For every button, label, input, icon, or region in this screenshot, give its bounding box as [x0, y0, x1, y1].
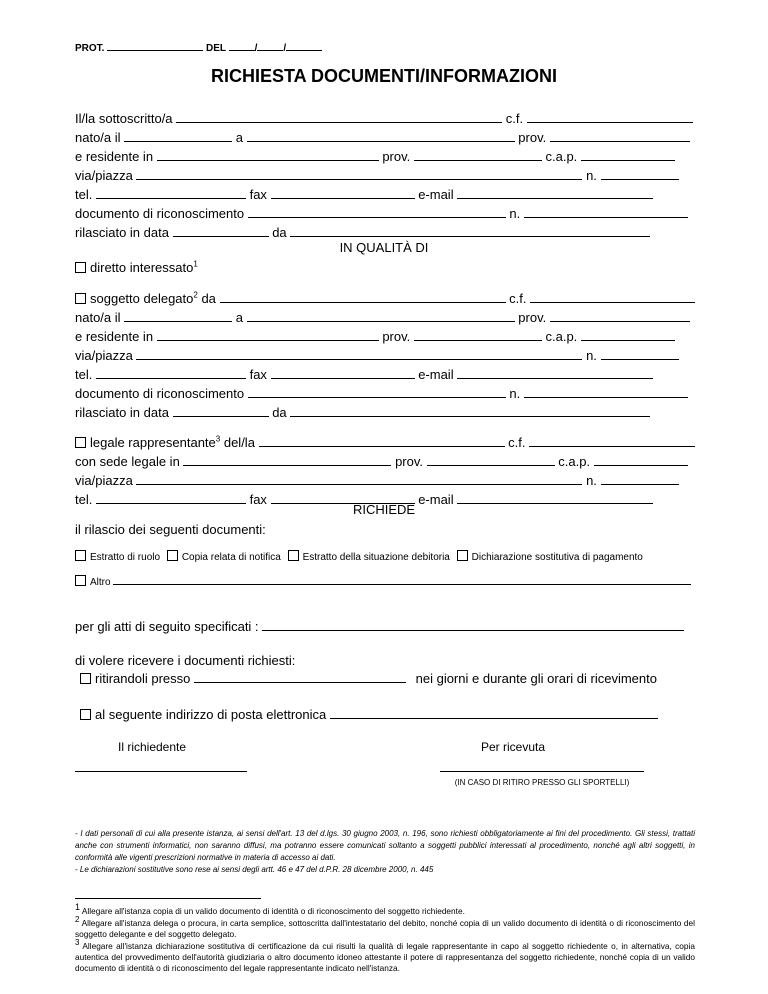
pec-checkbox[interactable] [80, 709, 91, 720]
option-checkbox[interactable] [457, 550, 468, 561]
residence-field[interactable] [157, 149, 379, 161]
option-label: Estratto di ruolo [90, 552, 161, 563]
row-rilasciato-2 [75, 404, 695, 421]
cap-field[interactable] [581, 329, 675, 341]
date-separator: / [254, 43, 258, 54]
label-a: a [235, 310, 244, 325]
label-n: n. [586, 168, 597, 183]
label-prov: prov. [382, 149, 411, 164]
issuer-field[interactable] [290, 225, 650, 237]
diretto-checkbox[interactable] [75, 262, 86, 273]
option-label: Copia relata di notifica [181, 552, 281, 563]
label-da: da [272, 405, 287, 420]
id-number-field[interactable] [524, 386, 688, 398]
label-prov: prov. [382, 329, 411, 344]
label-legale: legale rappresentante [90, 435, 216, 450]
cap-field[interactable] [581, 149, 675, 161]
label-nato: nato/a il [75, 310, 121, 325]
row-altro [75, 574, 695, 591]
ricevuta-signature-line[interactable] [440, 771, 644, 772]
tel-field[interactable] [96, 187, 246, 199]
row-residente-2 [75, 328, 695, 345]
label-prov: prov. [518, 310, 547, 325]
footnote-number: 1 [75, 902, 81, 913]
email-field[interactable] [457, 187, 653, 199]
row-documento-2 [75, 385, 695, 402]
label-altro: Altro [90, 577, 111, 588]
label-atti: per gli atti di seguito specificati : [75, 619, 259, 634]
del-label: DEL [206, 43, 226, 54]
footnote-ref: 2 [193, 290, 198, 300]
footnote-1 [75, 902, 695, 917]
label-cap: c.a.p. [545, 149, 578, 164]
row-sottoscritto [75, 110, 695, 127]
fax-field[interactable] [271, 187, 415, 199]
email-field[interactable] [457, 367, 653, 379]
label-cap: c.a.p. [545, 329, 578, 344]
ritiro-checkbox[interactable] [80, 673, 91, 684]
birth-prov-field[interactable] [550, 310, 690, 322]
delegato-checkbox[interactable] [75, 293, 86, 304]
label-a: a [235, 130, 244, 145]
label-tel: tel. [75, 367, 93, 382]
row-atti [75, 618, 695, 635]
label-n: n. [586, 473, 597, 488]
date-day-field[interactable] [229, 42, 255, 51]
label-documento: documento di riconoscimento [75, 206, 245, 221]
pec-field[interactable] [330, 707, 658, 719]
sede-cap-field[interactable] [594, 454, 688, 466]
fax-field[interactable] [271, 367, 415, 379]
label-fax: fax [249, 187, 267, 202]
birth-date-field[interactable] [124, 130, 232, 142]
row-diretto [75, 259, 695, 276]
issue-date-field[interactable] [173, 225, 269, 237]
label-cf: c.f. [508, 435, 526, 450]
date-year-field[interactable] [286, 42, 322, 51]
id-document-field[interactable] [248, 206, 506, 218]
row-legale [75, 434, 695, 451]
label-cap: c.a.p. [558, 454, 591, 469]
row-tel [75, 186, 695, 203]
id-document-field[interactable] [248, 386, 506, 398]
option-checkbox[interactable] [75, 550, 86, 561]
label-n: n. [586, 348, 597, 363]
birth-place-field[interactable] [247, 310, 515, 322]
footnote-number: 2 [75, 915, 80, 925]
label-prov: prov. [518, 130, 547, 145]
prot-number-field[interactable] [107, 42, 203, 51]
label-sottoscritto: Il/la sottoscritto/a [75, 111, 173, 126]
row-nato-2 [75, 309, 695, 326]
company-field[interactable] [259, 435, 505, 447]
tel-field[interactable] [96, 367, 246, 379]
label-diretto: diretto interessato [90, 260, 194, 275]
company-cf-field[interactable] [529, 435, 695, 447]
birth-place-field[interactable] [247, 130, 515, 142]
richiede-intro: il rilascio dei seguenti documenti: [75, 522, 266, 537]
qualita-heading: IN QUALITÀ DI [339, 240, 429, 255]
label-n: n. [509, 206, 521, 221]
footnote-text: Allegare all'istanza delega o procura, in carta semplice, sottoscritta dall'intestatario del debito, nonché copia di un valido documento di identità o di riconoscimento del soggetto delegante e del soggetto delegato. [75, 918, 695, 939]
footnote-text: Allegare all'istanza copia di un valido documento di identità o di riconoscimento del soggetto richiedente. [81, 906, 465, 916]
delegato-cf-field[interactable] [530, 291, 695, 303]
street-field[interactable] [136, 348, 582, 360]
label-cf: c.f. [509, 291, 527, 306]
document-options [75, 549, 695, 566]
label-fax: fax [249, 492, 267, 507]
row-documento [75, 205, 695, 222]
footnote-number: 3 [75, 938, 80, 948]
label-ritiro-suffix: nei giorni e durante gli orari di ricevimento [415, 671, 657, 686]
row-delegato [75, 290, 695, 307]
footnote-divider [75, 898, 261, 899]
label-documento: documento di riconoscimento [75, 386, 245, 401]
cf-field[interactable] [527, 111, 693, 123]
birth-date-field[interactable] [124, 310, 232, 322]
dichiarazioni-note: - Le dichiarazioni sostitutive sono rese ai sensi degli artt. 46 e 47 del d.P.R. 28 dicembre 2000, n. 445 [75, 865, 434, 874]
sede-prov-field[interactable] [427, 454, 555, 466]
label-ritiro: ritirandoli presso [95, 671, 191, 686]
footnote-ref: 3 [215, 434, 221, 444]
label-email: e-mail [418, 492, 454, 507]
label-n: n. [509, 386, 521, 401]
issue-date-field[interactable] [173, 405, 269, 417]
altro-checkbox[interactable] [75, 575, 86, 586]
footnote-2 [75, 915, 695, 940]
street-number-field[interactable] [601, 348, 679, 360]
privacy-note: - I dati personali di cui alla presente istanza, ai sensi dell'art. 13 del d.lgs. 30 giugno 2003, n. 196, sono richiesti obbligatoriamente ai fini del procedimento. Gli stessi, trattati anche con strumenti informatici, non saranno diffusi, ma potranno essere comunicati soltanto a soggetti pubblici interessati al procedimento, nonché agli altri soggetti, in conformità alle vigenti prescrizioni normative in materia di accesso ai dati. [75, 829, 695, 862]
ricevuta-label: Per ricevuta [481, 740, 546, 754]
birth-prov-field[interactable] [550, 130, 690, 142]
residence-prov-field[interactable] [414, 149, 542, 161]
street-number-field[interactable] [601, 473, 679, 485]
richiede-heading: RICHIEDE [352, 502, 416, 517]
name-field[interactable] [176, 111, 502, 123]
date-month-field[interactable] [257, 42, 283, 51]
label-da: da [272, 225, 287, 240]
label-delegato: soggetto delegato [90, 291, 194, 306]
ricevuta-note: (IN CASO DI RITIRO PRESSO GLI SPORTELLI) [454, 778, 630, 787]
sede-field[interactable] [183, 454, 391, 466]
ritiro-field[interactable] [194, 671, 406, 683]
option-label: Estratto della situazione debitoria [302, 552, 450, 563]
label-rilasciato: rilasciato in data [75, 405, 169, 420]
row-tel-2 [75, 366, 695, 383]
label-da: da [201, 291, 216, 306]
altro-field[interactable] [113, 576, 691, 585]
richiedente-signature-line[interactable] [75, 771, 247, 772]
label-residente: e residente in [75, 329, 154, 344]
label-email: e-mail [418, 367, 454, 382]
page-title: RICHIESTA DOCUMENTI/INFORMAZIONI [211, 66, 557, 86]
row-via-3 [75, 472, 695, 489]
label-rilasciato: rilasciato in data [75, 225, 169, 240]
label-fax: fax [249, 367, 267, 382]
label-via: via/piazza [75, 348, 133, 363]
label-via: via/piazza [75, 168, 133, 183]
prot-label: PROT. [75, 43, 105, 54]
richiedente-label: Il richiedente [118, 740, 187, 754]
date-separator: / [283, 43, 287, 54]
option-checkbox[interactable] [288, 550, 299, 561]
legale-checkbox[interactable] [75, 437, 86, 448]
row-residente [75, 148, 695, 165]
label-del: del/la [223, 435, 255, 450]
residence-field[interactable] [157, 329, 379, 341]
footnote-text: Allegare all'istanza dichiarazione sostitutiva di certificazione da cui risulti la qualità di legale rappresentante in capo al soggetto richiedente o, in alternativa, copia autentica del provvedimento dell'autorità giudiziaria o altro documento idoneo attestante il potere di rappresentanza del soggetto richiedente, nonché copia di un valido documento di identità o di riconoscimento del legale rappresentante indicato nell'istanza. [75, 941, 695, 973]
protocol-header [75, 42, 322, 54]
row-nato [75, 129, 695, 146]
label-prov: prov. [395, 454, 423, 469]
row-via-2 [75, 347, 695, 364]
label-residente: e residente in [75, 149, 154, 164]
residence-prov-field[interactable] [414, 329, 542, 341]
row-pec [80, 706, 700, 723]
label-tel: tel. [75, 187, 93, 202]
row-ritiro [80, 670, 700, 687]
ricevere-intro: di volere ricevere i documenti richiesti: [75, 653, 296, 668]
row-sede [75, 453, 695, 470]
label-tel: tel. [75, 492, 93, 507]
delegante-field[interactable] [220, 291, 506, 303]
label-nato: nato/a il [75, 130, 121, 145]
footnote-ref: 1 [193, 259, 198, 269]
id-number-field[interactable] [524, 206, 688, 218]
row-rilasciato [75, 224, 695, 241]
issuer-field[interactable] [290, 405, 650, 417]
label-email: e-mail [418, 187, 454, 202]
option-checkbox[interactable] [167, 550, 178, 561]
atti-field[interactable] [262, 619, 684, 631]
footnote-3 [75, 938, 695, 974]
street-field[interactable] [136, 473, 582, 485]
label-via: via/piazza [75, 473, 133, 488]
option-label: Dichiarazione sostitutiva di pagamento [471, 552, 643, 563]
label-cf: c.f. [505, 111, 524, 126]
row-via [75, 167, 695, 184]
street-number-field[interactable] [601, 168, 679, 180]
label-sede-legale: con sede legale in [75, 454, 180, 469]
street-field[interactable] [136, 168, 582, 180]
label-pec: al seguente indirizzo di posta elettronica [95, 707, 327, 722]
